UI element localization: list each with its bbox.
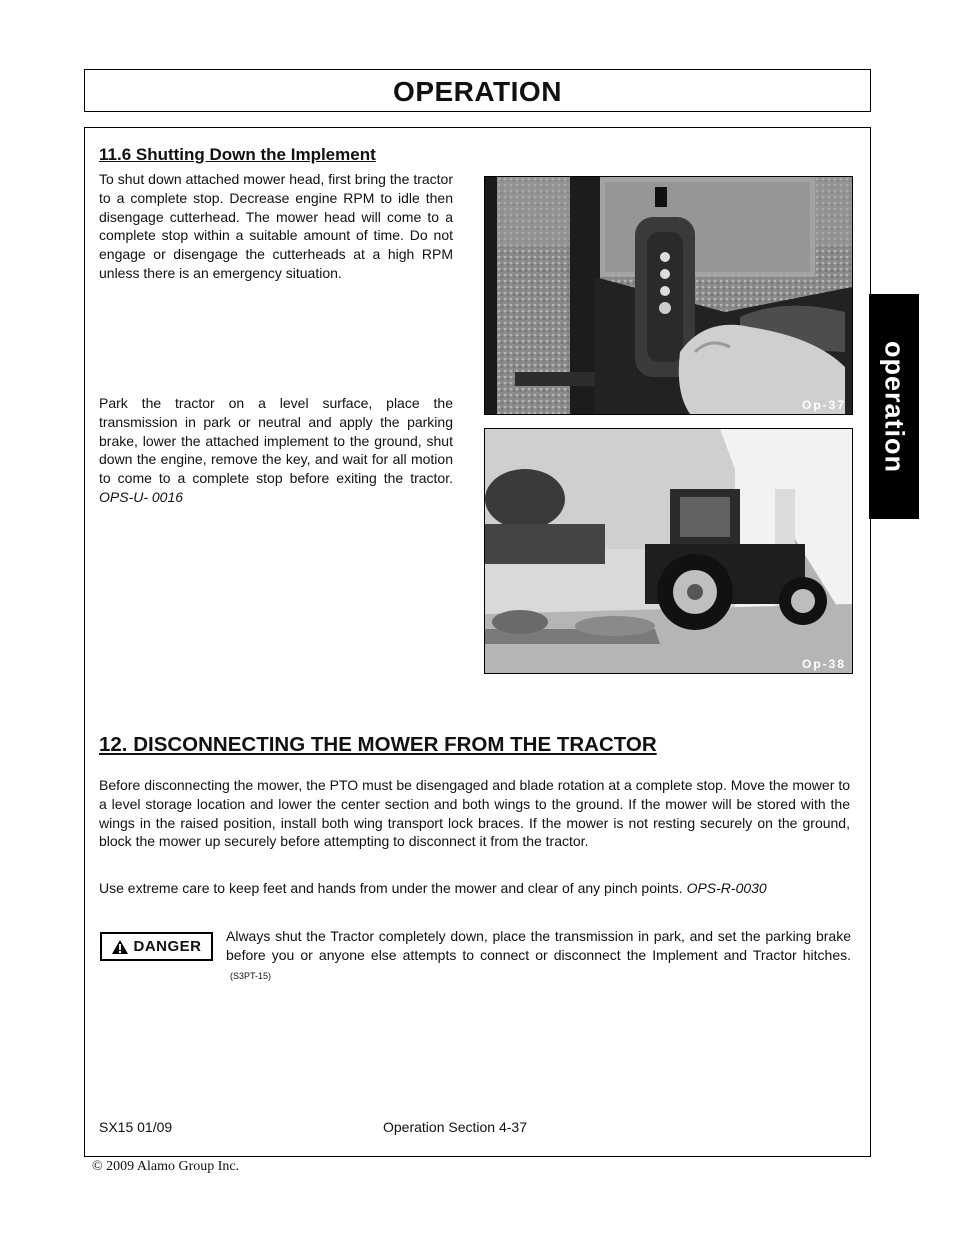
page-title: OPERATION: [393, 76, 562, 107]
footer-section: Operation Section 4-37: [383, 1119, 527, 1135]
danger-label: DANGER: [133, 938, 202, 955]
danger-badge: [100, 932, 213, 961]
copyright: © 2009 Alamo Group Inc.: [92, 1159, 240, 1174]
side-tab-label: operation: [879, 340, 910, 473]
page-header: [84, 69, 871, 112]
paragraph-2-text: Park the tractor on a level surface, place the transmission in park or neutral and apply the parking brake, lower the attached implement to the ground, shut down the engine, remove the key, and wait for all motion to come to a complete stop before exiting the tractor.: [99, 395, 453, 487]
section-12-paragraph-2-reference: OPS-R-0030: [686, 880, 767, 896]
danger-message: [226, 927, 851, 985]
danger-message-text: Always shut the Tractor completely down, place the transmission in park, and set the parking brake before you or anyone else attempts to connect or disconnect the Implement and Tractor hitches.: [226, 928, 851, 963]
warning-triangle-icon: [111, 939, 129, 955]
tractor-mower-image: [485, 429, 852, 673]
photo-cab-controls: [484, 176, 853, 415]
photo-tractor-mower: [484, 428, 853, 674]
section-11-6-paragraph-2: [99, 394, 453, 507]
cab-controls-image: [485, 177, 852, 414]
section-12-paragraph-2-text: Use extreme care to keep feet and hands from under the mower and clear of any pinch points.: [99, 880, 683, 896]
section-12-paragraph-1: Before disconnecting the mower, the PTO must be disengaged and blade rotation at a complete stop. Move the mower to a level storage location and lower the center section and both wings to the ground. If the mower will be stored with the wings in the raised position, install both wing transport lock braces. If the mower is not resting securely on the ground, block the mower up securely before attempting to disconnect it from the tractor.: [99, 777, 850, 850]
section-12-heading: 12. DISCONNECTING THE MOWER FROM THE TRACTOR: [99, 733, 657, 756]
section-12-paragraph-2: [99, 879, 850, 898]
photo-label-op-37: Op-37: [801, 398, 846, 412]
photo-label-op-38: Op-38: [801, 657, 846, 671]
section-side-tab: [869, 294, 919, 519]
section-11-6-paragraph-1: To shut down attached mower head, first bring the tractor to a complete stop. Decrease engine RPM to idle then disengage cutterhead. The mower head will come to a complete stop within a suitable amount of time. Do not engage or disengage the cutterheads at a high RPM unless there is an emergency situation.: [99, 171, 453, 281]
footer-model: SX15 01/09: [99, 1119, 173, 1135]
danger-code: (S3PT-15): [230, 970, 272, 981]
paragraph-2-reference: OPS-U- 0016: [99, 488, 184, 505]
section-11-6-heading: 11.6 Shutting Down the Implement: [99, 145, 376, 164]
